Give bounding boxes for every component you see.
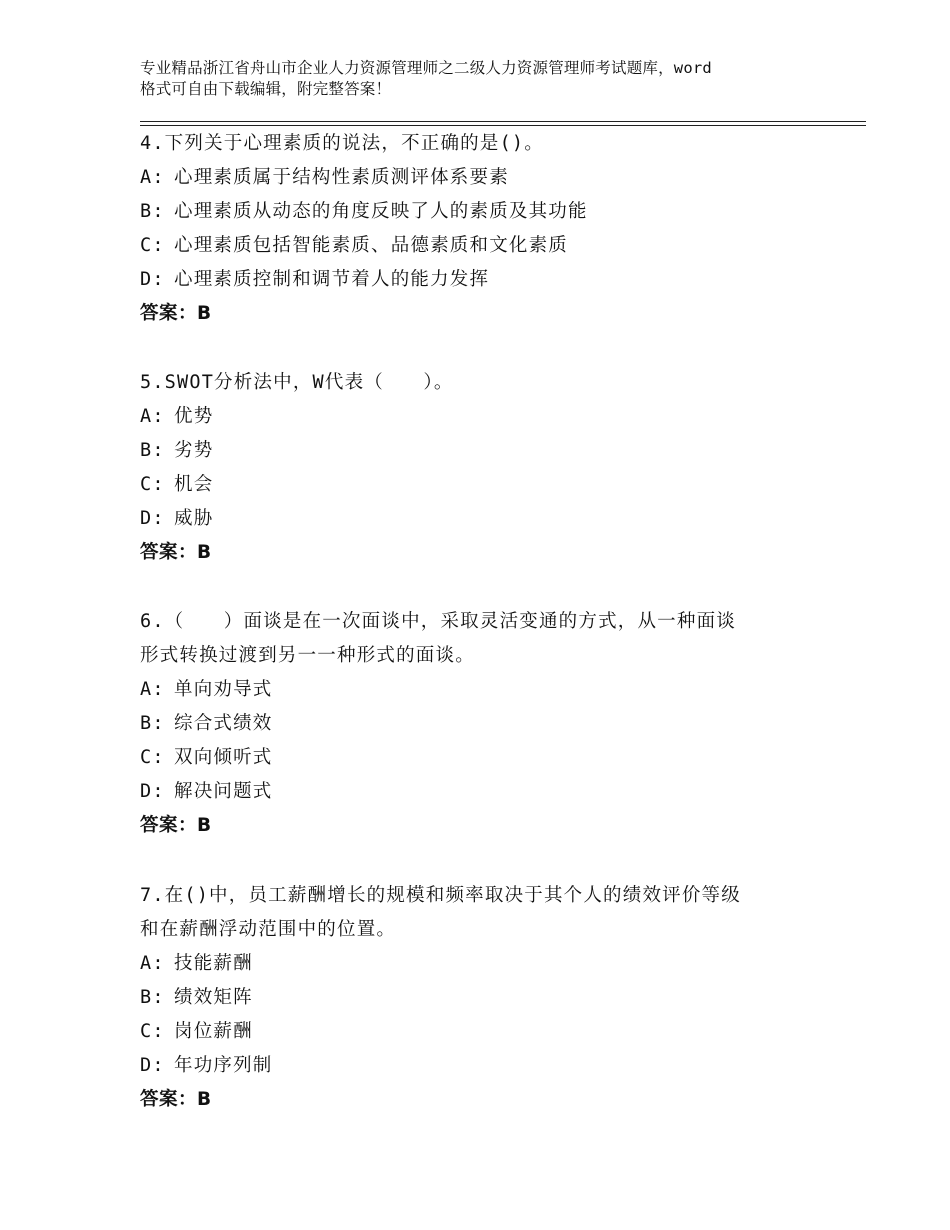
option-a xyxy=(140,161,820,195)
document-header xyxy=(140,58,840,100)
question-6 xyxy=(140,605,820,843)
option-letter: A: xyxy=(140,406,165,427)
option-text: 优势 xyxy=(174,406,214,427)
header-line-1: 专业精品浙江省舟山市企业人力资源管理师之二级人力资源管理师考试题库，word xyxy=(140,59,712,77)
header-divider-top xyxy=(140,121,866,122)
question-stem: 6.（ ）面谈是在一次面谈中，采取灵活变通的方式，从一种面谈 xyxy=(140,611,736,632)
option-text: 劣势 xyxy=(174,440,214,461)
option-letter: B: xyxy=(140,440,165,461)
question-7 xyxy=(140,879,820,1117)
question-stem-continued: 和在薪酬浮动范围中的位置。 xyxy=(140,919,397,940)
option-a xyxy=(140,673,820,707)
option-d xyxy=(140,263,820,297)
option-c xyxy=(140,468,820,502)
header-line-2: 格式可自由下载编辑，附完整答案！ xyxy=(140,80,392,98)
option-letter: A: xyxy=(140,167,165,188)
option-letter: C: xyxy=(140,1021,165,1042)
option-letter: D: xyxy=(140,269,165,290)
option-letter: B: xyxy=(140,201,165,222)
option-text: 心理素质属于结构性素质测评体系要素 xyxy=(174,167,509,188)
option-text: 威胁 xyxy=(174,508,214,529)
option-text: 心理素质从动态的角度反映了人的素质及其功能 xyxy=(174,201,588,222)
option-d xyxy=(140,775,820,809)
option-letter: B: xyxy=(140,713,165,734)
option-text: 综合式绩效 xyxy=(174,713,273,734)
option-c xyxy=(140,229,820,263)
option-text: 单向劝导式 xyxy=(174,679,273,700)
option-text: 心理素质控制和调节着人的能力发挥 xyxy=(174,269,490,290)
question-stem: 4.下列关于心理素质的说法，不正确的是()。 xyxy=(140,133,544,154)
option-letter: B: xyxy=(140,987,165,1008)
question-stem: 7.在()中，员工薪酬增长的规模和频率取决于其个人的绩效评价等级 xyxy=(140,885,741,906)
answer-label: 答案：B xyxy=(140,303,212,324)
answer-label: 答案：B xyxy=(140,815,212,836)
option-letter: A: xyxy=(140,953,165,974)
option-d xyxy=(140,1049,820,1083)
option-d xyxy=(140,502,820,536)
question-stem: 5.SWOT分析法中，W代表（ ）。 xyxy=(140,372,454,393)
question-5 xyxy=(140,366,820,570)
option-letter: C: xyxy=(140,747,165,768)
option-text: 岗位薪酬 xyxy=(174,1021,253,1042)
answer-label: 答案：B xyxy=(140,1089,212,1110)
option-letter: C: xyxy=(140,474,165,495)
question-4 xyxy=(140,127,820,331)
option-a xyxy=(140,947,820,981)
option-text: 双向倾听式 xyxy=(174,747,273,768)
option-letter: A: xyxy=(140,679,165,700)
option-text: 绩效矩阵 xyxy=(174,987,253,1008)
option-b xyxy=(140,434,820,468)
option-letter: C: xyxy=(140,235,165,256)
option-b xyxy=(140,707,820,741)
option-text: 机会 xyxy=(174,474,214,495)
option-c xyxy=(140,1015,820,1049)
option-b xyxy=(140,981,820,1015)
option-text: 技能薪酬 xyxy=(174,953,253,974)
option-letter: D: xyxy=(140,781,165,802)
option-letter: D: xyxy=(140,508,165,529)
question-stem-continued: 形式转换过渡到另一一种形式的面谈。 xyxy=(140,645,475,666)
option-b xyxy=(140,195,820,229)
option-text: 解决问题式 xyxy=(174,781,273,802)
option-text: 心理素质包括智能素质、品德素质和文化素质 xyxy=(174,235,569,256)
option-c xyxy=(140,741,820,775)
option-a xyxy=(140,400,820,434)
option-letter: D: xyxy=(140,1055,165,1076)
header-divider-bottom xyxy=(140,125,866,126)
option-text: 年功序列制 xyxy=(174,1055,273,1076)
answer-label: 答案：B xyxy=(140,542,212,563)
